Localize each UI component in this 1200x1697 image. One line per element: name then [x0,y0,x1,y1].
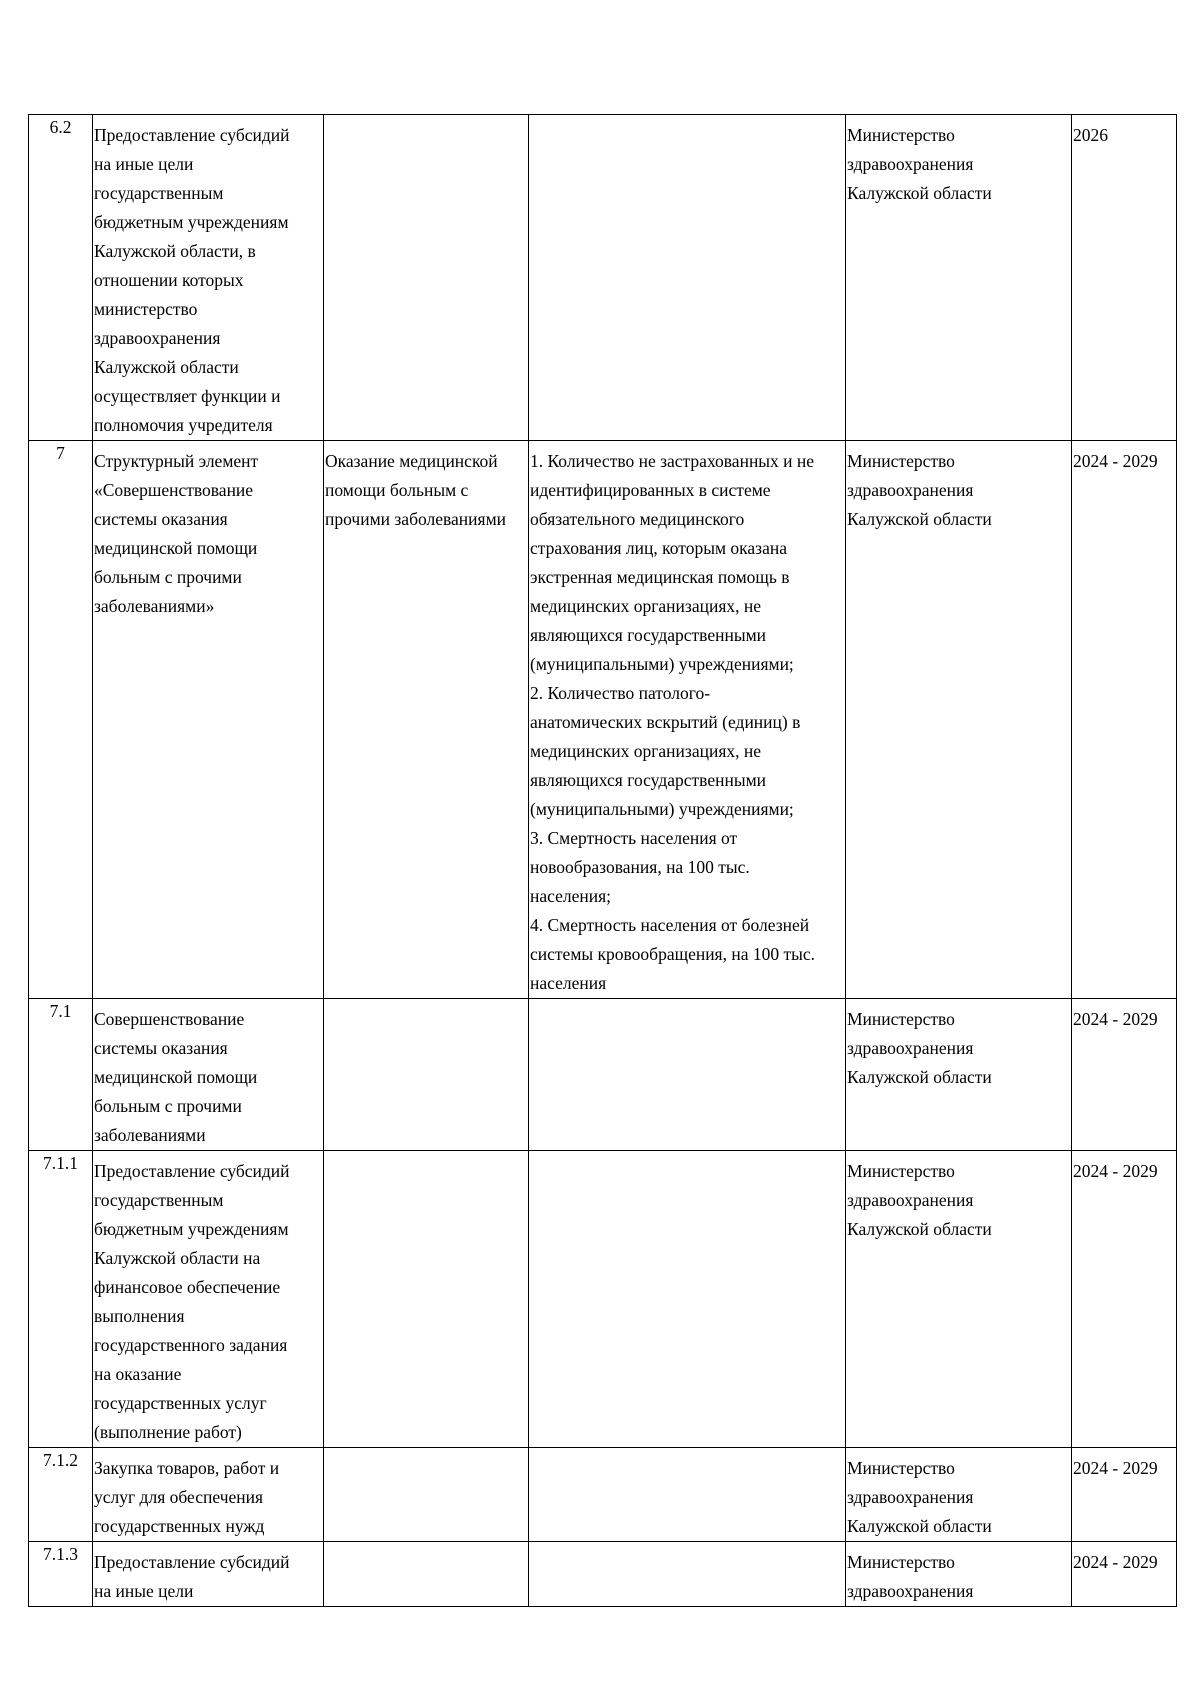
period-cell: 2024 - 2029 [1072,999,1177,1151]
table-row [29,1448,1177,1542]
period-cell: 2024 - 2029 [1072,1542,1177,1607]
row-number: 7.1.2 [29,1448,93,1542]
table-row [29,115,1177,441]
table-row [29,1542,1177,1607]
responsible-cell: Министерство здравоохранения Калужской области [846,999,1072,1151]
element-name-cell: Предоставление субсидий на иные цели [93,1542,324,1607]
indicators-cell: 1. Количество не застрахованных и не идентифицированных в системе обязательного медицинского страхования лиц, которым оказана экстренная медицинская помощь в медицинских организациях, не являющихся государственными (муниципальными) учреждениями; 2. Количество патолого- анатомических вскрытий (единиц) в медицинских организациях, не являющихся государственными (муниципальными) учреждениями; 3. Смертность населения от новообразования, на 100 тыс. населения; 4. Смертность населения от болезней системы кровообращения, на 100 тыс. населения [529,441,846,999]
period-cell: 2024 - 2029 [1072,1151,1177,1448]
table-row [29,999,1177,1151]
responsible-cell: Министерство здравоохранения [846,1542,1072,1607]
responsible-cell: Министерство здравоохранения Калужской области [846,1151,1072,1448]
indicators-cell [529,1151,846,1448]
row-number: 7 [29,441,93,999]
element-name-cell: Закупка товаров, работ и услуг для обеспечения государственных нужд [93,1448,324,1542]
responsible-cell: Министерство здравоохранения Калужской области [846,1448,1072,1542]
row-number: 7.1.1 [29,1151,93,1448]
task-cell [324,1448,529,1542]
table-row [29,441,1177,999]
indicators-cell [529,1542,846,1607]
task-cell [324,115,529,441]
element-name-cell: Совершенствование системы оказания медицинской помощи больным с прочими заболеваниями [93,999,324,1151]
indicators-cell [529,999,846,1151]
period-cell: 2024 - 2029 [1072,441,1177,999]
row-number: 7.1.3 [29,1542,93,1607]
element-name-cell: Предоставление субсидий на иные цели государственным бюджетным учреждениям Калужской области, в отношении которых министерство здравоохранения Калужской области осуществляет функции и полномочия учредителя [93,115,324,441]
period-cell: 2026 [1072,115,1177,441]
element-name-cell: Структурный элемент «Совершенствование системы оказания медицинской помощи больным с прочими заболеваниями» [93,441,324,999]
task-cell: Оказание медицинской помощи больным с прочими заболеваниями [324,441,529,999]
period-cell: 2024 - 2029 [1072,1448,1177,1542]
responsible-cell: Министерство здравоохранения Калужской области [846,441,1072,999]
program-structure-table [28,114,1177,1607]
responsible-cell: Министерство здравоохранения Калужской области [846,115,1072,441]
task-cell [324,1151,529,1448]
task-cell [324,999,529,1151]
element-name-cell: Предоставление субсидий государственным бюджетным учреждениям Калужской области на финансовое обеспечение выполнения государственного задания на оказание государственных услуг (выполнение работ) [93,1151,324,1448]
row-number: 6.2 [29,115,93,441]
row-number: 7.1 [29,999,93,1151]
indicators-cell [529,115,846,441]
task-cell [324,1542,529,1607]
table-row [29,1151,1177,1448]
indicators-cell [529,1448,846,1542]
